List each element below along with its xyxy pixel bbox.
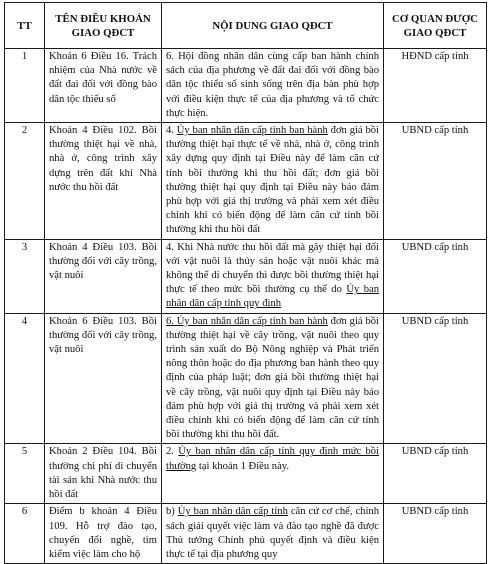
row-agency: HĐND cấp tỉnh bbox=[384, 49, 487, 123]
table-row bbox=[5, 504, 487, 564]
row-number: 3 bbox=[5, 239, 45, 313]
row-agency: UBND cấp tỉnh bbox=[384, 123, 487, 240]
header-row bbox=[5, 3, 487, 49]
content-underlined: Ủy ban nhân dân cấp tỉnh quy định mức bồi thường bbox=[166, 446, 379, 472]
content-text-rest: đơn giá bồi thường thiệt hại thực tế về nhà, nhà ở, công trình xây dựng quy định tại Điều này để làm căn cứ tính bồi thường khi thu hồi đất; đơn giá bồi thường thiệt hại quy định tại Điều này bảo đảm phù hợp với giá thị trường và phải xem xét điều chỉnh khi có biến động để làm căn cứ tính bồi thường khi thu hồi đất bbox=[166, 125, 380, 236]
table-header bbox=[5, 3, 487, 49]
header-agency: CƠ QUAN ĐƯỢC GIAO QĐCT bbox=[384, 3, 487, 49]
row-number: 1 bbox=[5, 49, 45, 123]
table-row bbox=[5, 444, 487, 504]
row-content bbox=[162, 123, 384, 240]
row-agency: UBND cấp tỉnh bbox=[384, 444, 487, 504]
row-content bbox=[162, 49, 384, 123]
row-basis: Điểm b khoản 4 Điều 109. Hỗ trợ đào tạo, chuyển đổi nghề, tìm kiếm việc làm cho hộ bbox=[45, 504, 162, 564]
content-underlined: 6. Ủy ban nhân dân cấp tỉnh ban hành bbox=[166, 315, 328, 327]
content-text-rest: căn cứ cơ chế, chính sách giải quyết việc làm và đào tạo nghề đã được Thủ tướng Chính phủ quyết định và điều kiện thực tế tại địa phương quy bbox=[166, 506, 379, 560]
row-number: 6 bbox=[5, 504, 45, 564]
table-row bbox=[5, 313, 487, 444]
content-text: 4. Khi Nhà nước thu hồi đất mà gây thiệt hại đối với vật nuôi là thủy sản hoặc vật nuôi khác mà không thể di chuyển thì được bồi thường thiệt hại thực tế theo mức bồi thường cụ thể do bbox=[166, 241, 379, 296]
row-content bbox=[162, 313, 384, 444]
content-text-rest: đơn giá bồi thường thiệt hại về cây trồng, vật nuôi theo quy trình sản xuất do Bộ Nông nghiệp và Phát triển nông thôn hoặc do địa phương ban hành theo quy định của pháp luật; đơn giá bồi thường thiệt hại về cây trồng, vật nuôi quy định tại Điều này bảo đảm phù hợp với giá thị trường và phải xem xét điều chỉnh khi có biến động để làm căn cứ tính bồi thường khi thu hồi đất. bbox=[166, 315, 379, 441]
row-agency: UBND cấp tỉnh bbox=[384, 504, 487, 564]
header-tt: TT bbox=[5, 3, 45, 49]
content-underlined: Ủy ban nhân dân cấp tỉnh bbox=[177, 506, 288, 518]
content-text: b) bbox=[166, 506, 178, 518]
row-content bbox=[162, 504, 384, 564]
row-agency: UBND cấp tỉnh bbox=[384, 239, 487, 313]
row-number: 2 bbox=[5, 123, 45, 240]
content-text: 6. Hội đồng nhân dân cùng cấp ban hành chính sách của địa phương về đất đai đối với đồng bào dân tộc thiểu số sinh sống trên địa bàn phù hợp với điều kiện thực tế của địa phương và tổ chức thực hiện. bbox=[166, 51, 379, 119]
content-underlined: Ủy ban nhân dân cấp tỉnh ban hành bbox=[176, 125, 328, 137]
row-basis: Khoản 2 Điều 104. Bồi thường chi phí di chuyển tài sản khi Nhà nước thu hồi đất bbox=[45, 444, 162, 504]
row-basis: Khoản 6 Điều 103. Bồi thường đối với cây trồng, vật nuôi bbox=[45, 313, 162, 444]
table-body bbox=[5, 49, 487, 564]
row-basis: Khoản 6 Điều 16. Trách nhiệm của Nhà nước về đất đai đối với đồng bào dân tộc thiểu số bbox=[45, 49, 162, 123]
content-text: 4. bbox=[166, 125, 177, 137]
row-number: 5 bbox=[5, 444, 45, 504]
content-text: 2. bbox=[166, 446, 179, 458]
row-number: 4 bbox=[5, 313, 45, 444]
row-basis: Khoản 4 Điều 102. Bồi thường thiệt hại về nhà, nhà ở, công trình xây dựng trên đất khi Nhà nước thu hồi đất bbox=[45, 123, 162, 240]
row-content bbox=[162, 239, 384, 313]
row-agency: UBND cấp tỉnh bbox=[384, 313, 487, 444]
table-row bbox=[5, 49, 487, 123]
row-basis: Khoản 4 Điều 103. Bồi thường đối với cây trồng, vật nuôi bbox=[45, 239, 162, 313]
content-text-rest: tại khoản 1 Điều này. bbox=[196, 460, 290, 472]
table-row bbox=[5, 239, 487, 313]
content-underlined: Ủy ban nhân dân cấp tỉnh quy định bbox=[166, 284, 379, 310]
row-content bbox=[162, 444, 384, 504]
delegation-table bbox=[4, 2, 487, 564]
table-row bbox=[5, 123, 487, 240]
header-basis: TÊN ĐIỀU KHOẢN GIAO QĐCT bbox=[45, 3, 162, 49]
header-content: NỘI DUNG GIAO QĐCT bbox=[162, 3, 384, 49]
